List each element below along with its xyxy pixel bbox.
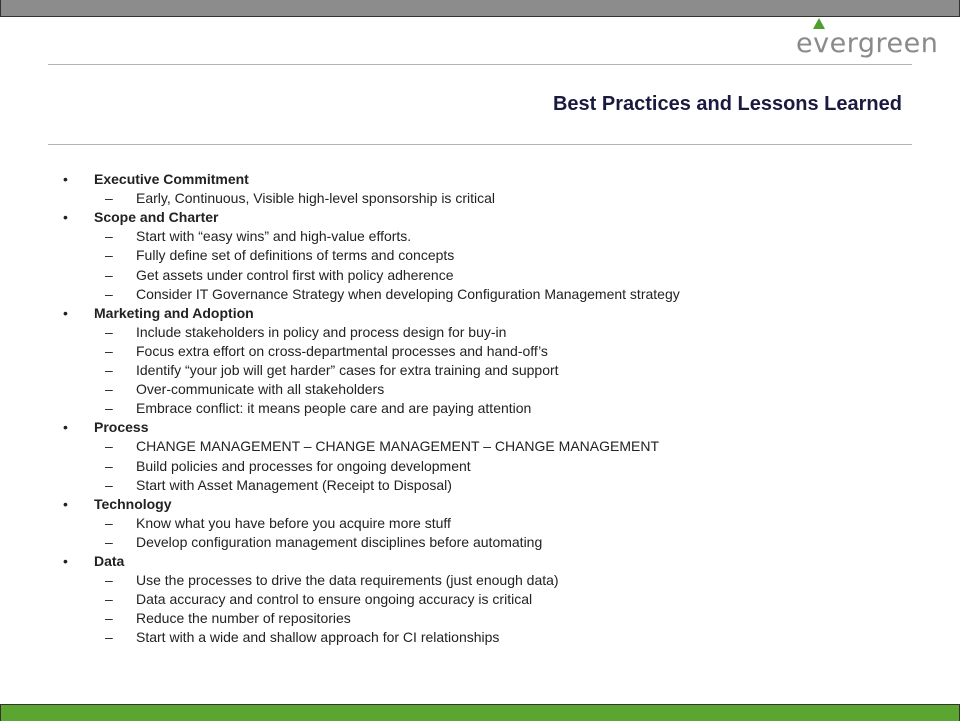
- dash-icon: –: [105, 323, 113, 340]
- bullet-icon: •: [63, 495, 68, 512]
- sub-item-text: Over-communicate with all stakeholders: [136, 381, 385, 398]
- sub-item-text: Start with a wide and shallow approach for CI relationships: [136, 629, 500, 646]
- bullet-icon: •: [63, 553, 68, 569]
- sub-item: [0, 380, 940, 399]
- dash-icon: –: [105, 438, 113, 455]
- dash-icon: –: [105, 228, 113, 245]
- dash-icon: –: [105, 514, 113, 531]
- dash-icon: –: [105, 476, 113, 493]
- bullet-icon: •: [63, 171, 68, 187]
- sub-item-text: Get assets under control first with policy adherence: [136, 266, 454, 283]
- dash-icon: –: [105, 342, 113, 359]
- dash-icon: –: [105, 572, 113, 589]
- section-4: [0, 495, 940, 514]
- dash-icon: –: [105, 610, 113, 627]
- header-rule: [48, 64, 912, 65]
- sub-item: [0, 323, 940, 342]
- dash-icon: –: [105, 266, 113, 283]
- dash-icon: –: [105, 362, 113, 378]
- sub-item-text: Know what you have before you acquire more stuff: [136, 514, 451, 531]
- bullet-icon: •: [63, 304, 68, 321]
- sub-item-text: Start with Asset Management (Receipt to Disposal): [136, 476, 452, 493]
- section-heading: Marketing and Adoption: [94, 304, 254, 321]
- sub-item: [0, 246, 940, 265]
- sub-item: [0, 437, 940, 456]
- sub-item: [0, 399, 940, 418]
- sub-item-text: Consider IT Governance Strategy when developing Configuration Management strategy: [136, 285, 680, 302]
- sub-item: [0, 227, 940, 246]
- section-2: [0, 304, 940, 323]
- sub-item-text: Early, Continuous, Visible high-level sponsorship is critical: [136, 190, 495, 207]
- sub-item: [0, 266, 940, 285]
- evergreen-logo: [796, 18, 939, 62]
- dash-icon: –: [105, 190, 113, 207]
- sub-item: [0, 514, 940, 533]
- sub-item-text: Include stakeholders in policy and process design for buy-in: [136, 323, 507, 340]
- dash-icon: –: [105, 629, 113, 646]
- sub-item-text: Data accuracy and control to ensure ongoing accuracy is critical: [136, 591, 533, 608]
- sub-item: [0, 189, 940, 208]
- sub-item: [0, 361, 940, 380]
- sub-item-text: CHANGE MANAGEMENT – CHANGE MANAGEMENT – CHANGE MANAGEMENT: [136, 438, 659, 455]
- sub-item: [0, 457, 940, 476]
- slide-title: Best Practices and Lessons Learned: [552, 93, 902, 115]
- sub-item-text: Embrace conflict: it means people care and are paying attention: [136, 400, 532, 417]
- section-heading: Data: [94, 553, 125, 569]
- sub-item: [0, 476, 940, 495]
- bottom-frame-bar: [0, 704, 960, 721]
- sub-item-text: Develop configuration management disciplines before automating: [136, 533, 543, 550]
- dash-icon: –: [105, 591, 113, 608]
- logo-text: evergreen: [796, 28, 939, 59]
- sub-item-text: Focus extra effort on cross-departmental processes and hand-off’s: [136, 342, 548, 359]
- sub-item-text: Use the processes to drive the data requirements (just enough data): [136, 572, 559, 589]
- sub-item: [0, 609, 940, 628]
- bullet-icon: •: [63, 419, 68, 436]
- sub-item-text: Start with “easy wins” and high-value efforts.: [136, 228, 412, 245]
- section-heading: Scope and Charter: [94, 209, 219, 226]
- section-heading: Technology: [94, 495, 172, 512]
- section-heading: Executive Commitment: [94, 171, 249, 187]
- sub-item-text: Reduce the number of repositories: [136, 610, 351, 627]
- dash-icon: –: [105, 285, 113, 302]
- section-1: [0, 208, 940, 227]
- sub-item: [0, 285, 940, 304]
- section-3: [0, 418, 940, 437]
- sub-item: [0, 533, 940, 552]
- sub-item: [0, 342, 940, 361]
- dash-icon: –: [105, 533, 113, 550]
- dash-icon: –: [105, 247, 113, 264]
- dash-icon: –: [105, 457, 113, 474]
- sub-item-text: Identify “your job will get harder” cases for extra training and support: [136, 362, 559, 378]
- title-rule: [48, 144, 912, 145]
- sub-item: [0, 590, 940, 609]
- sub-item-text: Fully define set of definitions of terms and concepts: [136, 247, 455, 264]
- section-5: [0, 552, 940, 571]
- dash-icon: –: [105, 381, 113, 398]
- sub-item: [0, 571, 940, 590]
- bullet-icon: •: [63, 209, 68, 226]
- section-0: [0, 170, 940, 189]
- section-heading: Process: [94, 419, 149, 436]
- dash-icon: –: [105, 400, 113, 417]
- top-frame-bar: [0, 0, 960, 17]
- sub-item-text: Build policies and processes for ongoing development: [136, 457, 471, 474]
- sub-item: [0, 628, 940, 647]
